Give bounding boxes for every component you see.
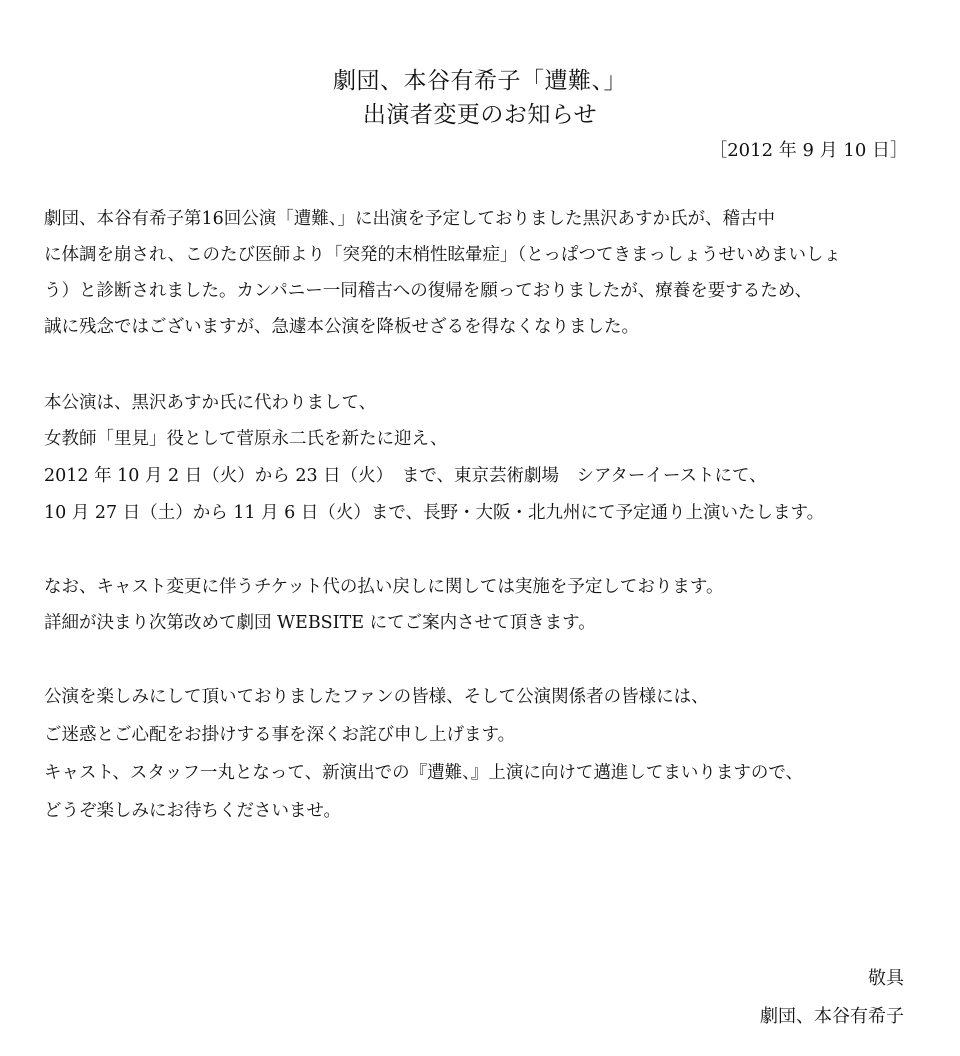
paragraph-4-line-4: どうぞ楽しみにお待ちくださいませ。	[44, 801, 341, 821]
paragraph-1-line-3: う）と診断されました。カンパニー一同稽古への復帰を願っておりましたが、療養を要するため、	[44, 281, 813, 301]
paragraph-3-line-2: 詳細が決まり次第改めて劇団 WEBSITE にてご案内させて頂きます。	[44, 613, 596, 633]
issue-date: ［2012 年 9 月 10 日］	[709, 140, 908, 161]
closing-salutation: 敬具	[868, 968, 904, 989]
paragraph-2-line-4: 10 月 27 日（土）から 11 月 6 日（火）まで、長野・大阪・北九州にて予定通り上演いたします。	[44, 503, 825, 523]
paragraph-4-line-2: ご迷惑とご心配をお掛けする事を深くお詫び申し上げます。	[44, 725, 516, 745]
paragraph-1-line-2: に体調を崩され、このたび医師より「突発的末梢性眩暈症」（とっぱつてきまっしょうせいめまいしょ	[44, 245, 841, 265]
paragraph-3-line-1: なお、キャスト変更に伴うチケット代の払い戻しに関しては実施を予定しております。	[44, 577, 724, 597]
paragraph-4-line-3: キャスト、スタッフ一丸となって、新演出での『遭難、』上演に向けて邁進してまいりますので、	[44, 763, 803, 783]
paragraph-2-line-2: 女教師「里見」役として菅原永二氏を新たに迎え、	[44, 429, 448, 449]
signature: 劇団、本谷有希子	[760, 1006, 904, 1027]
paragraph-1-line-4: 誠に残念ではございますが、急遽本公演を降板せざるを得なくなりました。	[44, 317, 639, 337]
title-line-2: 出演者変更のお知らせ	[362, 102, 598, 128]
paragraph-2-line-1: 本公演は、黒沢あすか氏に代わりまして、	[44, 393, 377, 413]
paragraph-4-line-1: 公演を楽しみにして頂いておりましたファンの皆様、そして公演関係者の皆様には、	[44, 687, 709, 707]
paragraph-2-line-3: 2012 年 10 月 2 日（火）から 23 日（火） まで、東京芸術劇場 シアターイーストにて、	[44, 466, 767, 486]
paragraph-1-line-1: 劇団、本谷有希子第16回公演「遭難、」に出演を予定しておりました黒沢あすか氏が、稽古中	[44, 209, 776, 229]
title-line-1: 劇団、本谷有希子「遭難、」	[333, 68, 627, 94]
